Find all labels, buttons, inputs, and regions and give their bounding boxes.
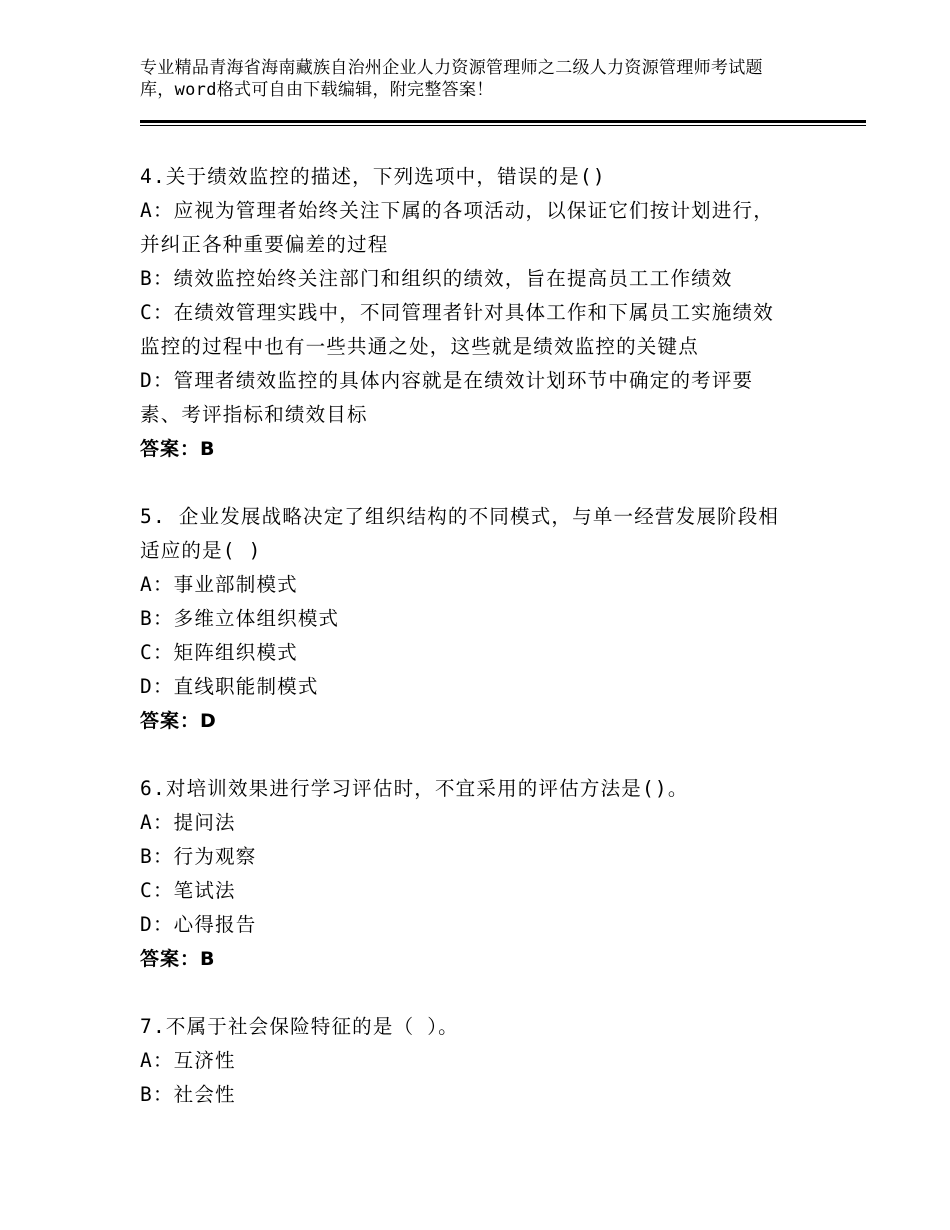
question-list [140, 160, 820, 1146]
header-divider-thick [140, 120, 866, 123]
option-d: D：管理者绩效监控的具体内容就是在绩效计划环节中确定的考评要 [140, 369, 754, 392]
option-c: C：矩阵组织模式 [140, 641, 298, 664]
question-4 [140, 160, 820, 466]
option-c: C：笔试法 [140, 879, 236, 902]
question-text: 5. 企业发展战略决定了组织结构的不同模式，与单一经营发展阶段相 [140, 505, 780, 528]
answer-label: 答案：B [140, 438, 216, 460]
option-a: A：互济性 [140, 1049, 236, 1072]
answer-label: 答案：B [140, 948, 216, 970]
question-text: 6.对培训效果进行学习评估时，不宜采用的评估方法是()。 [140, 777, 689, 800]
question-text: 7.不属于社会保险特征的是（ ）。 [140, 1015, 459, 1038]
option-c-continued: 监控的过程中也有一些共通之处，这些就是绩效监控的关键点 [140, 335, 699, 358]
option-a: A：提问法 [140, 811, 236, 834]
header-line-2: 库，word格式可自由下载编辑，附完整答案！ [140, 80, 494, 100]
option-b: B：行为观察 [140, 845, 257, 868]
option-a: A：应视为管理者始终关注下属的各项活动，以保证它们按计划进行， [140, 199, 774, 222]
option-a-continued: 并纠正各种重要偏差的过程 [140, 233, 389, 256]
option-b: B：多维立体组织模式 [140, 607, 340, 630]
option-d-continued: 素、考评指标和绩效目标 [140, 403, 368, 426]
question-text-continued: 适应的是( ) [140, 539, 262, 562]
option-b: B：社会性 [140, 1083, 236, 1106]
option-c: C：在绩效管理实践中，不同管理者针对具体工作和下属员工实施绩效 [140, 301, 774, 324]
header-divider-thin [140, 125, 866, 126]
question-5 [140, 500, 820, 738]
answer-label: 答案：D [140, 710, 217, 732]
question-6 [140, 772, 820, 976]
option-d: D：直线职能制模式 [140, 675, 319, 698]
option-a: A：事业部制模式 [140, 573, 298, 596]
document-header [140, 57, 840, 101]
option-d: D：心得报告 [140, 913, 257, 936]
question-text: 4.关于绩效监控的描述，下列选项中，错误的是() [140, 165, 606, 188]
option-b: B：绩效监控始终关注部门和组织的绩效，旨在提高员工工作绩效 [140, 267, 733, 290]
question-7 [140, 1010, 820, 1112]
header-line-1: 专业精品青海省海南藏族自治州企业人力资源管理师之二级人力资源管理师考试题 [140, 58, 763, 78]
